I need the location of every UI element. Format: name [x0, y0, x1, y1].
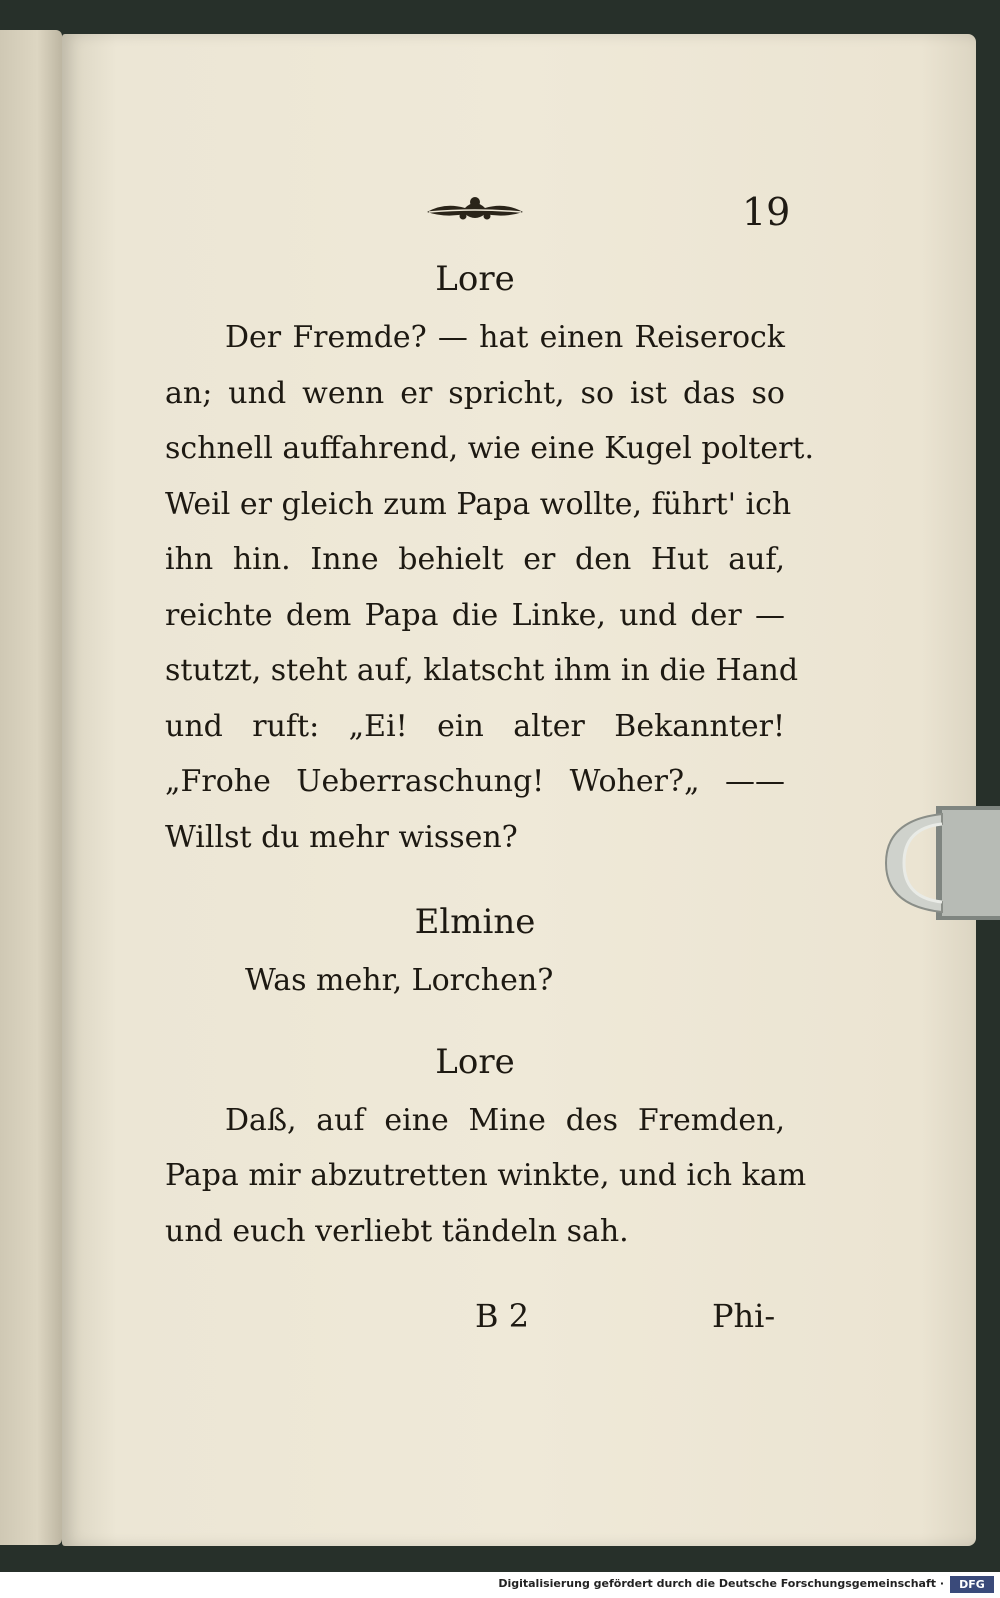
text-line: Daß, auf eine Mine des Fremden, [225, 1102, 785, 1138]
facing-page-edge [0, 30, 62, 1545]
text-line: schnell auffahrend, wie eine Kugel poltert. [165, 431, 815, 466]
text-body [165, 248, 815, 1259]
text-line: Weil er gleich zum Papa wollte, führt' ich [165, 486, 792, 522]
speaker-name: Elmine [414, 902, 536, 942]
text-line: stutzt, steht auf, klatscht ihm in die Hand [165, 653, 799, 688]
text-line: „Frohe Ueberraschung! Woher?„ —— [165, 764, 785, 799]
page-clip-icon [882, 806, 1000, 920]
speaker-name: Lore [435, 259, 515, 299]
text-line: Der Fremde? — hat einen Reiserock [225, 320, 785, 355]
ornament-icon [425, 190, 525, 230]
speaker-name: Lore [435, 1041, 515, 1082]
text-line: ihn hin. Inne behielt er den Hut auf, [165, 542, 785, 577]
text-line: Was mehr, Lorchen? [245, 963, 554, 998]
dfg-logo: DFG [950, 1576, 994, 1593]
text-line: Papa mir abzutretten winkte, und ich kam [165, 1158, 807, 1193]
text-line: und euch verliebt tändeln sah. [165, 1213, 629, 1249]
footer-bar [0, 1572, 1000, 1598]
text-line: reichte dem Papa die Linke, und der — [165, 597, 785, 633]
footer-credit: Digitalisierung gefördert durch die Deutsche Forschungsgemeinschaft · [498, 1577, 944, 1590]
page-number: 19 [742, 190, 791, 234]
text-line: an; und wenn er spricht, so ist das so [165, 375, 785, 411]
signature-mark: B 2 [475, 1297, 530, 1335]
text-line: Willst du mehr wissen? [165, 819, 518, 855]
catchword: Phi- [712, 1297, 776, 1335]
text-line: und ruft: „Ei! ein alter Bekannter! [165, 708, 785, 744]
